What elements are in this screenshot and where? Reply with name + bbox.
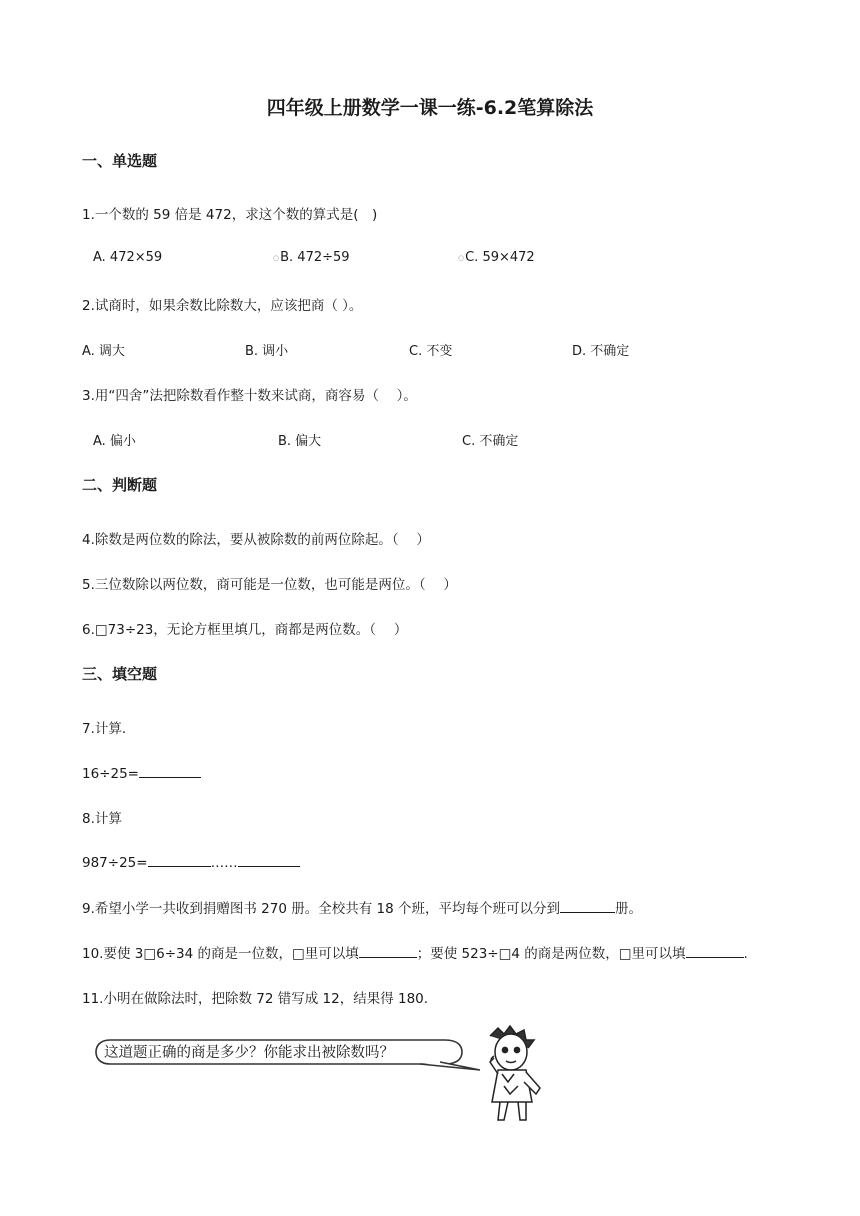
question-8-expression bbox=[82, 852, 300, 871]
q7-answer-blank[interactable] bbox=[139, 763, 201, 778]
q7-expr: 16÷25= bbox=[82, 766, 139, 782]
q1-option-b-label: B. 472÷59 bbox=[280, 250, 350, 265]
section-heading-fill-in: 三、填空题 bbox=[82, 665, 158, 683]
q8-remainder-blank[interactable] bbox=[238, 852, 300, 867]
q10-blank-2[interactable] bbox=[686, 943, 744, 958]
question-7: 7.计算. bbox=[82, 721, 127, 737]
q8-expr: 987÷25= bbox=[82, 855, 148, 871]
question-1: 1.一个数的 59 倍是 472，求这个数的算式是( ) bbox=[82, 207, 378, 223]
page-title: 四年级上册数学一课一练-6.2笔算除法 bbox=[266, 97, 594, 119]
question-5: 5.三位数除以两位数，商可能是一位数，也可能是两位。（ ） bbox=[82, 577, 457, 593]
q1-option-b[interactable] bbox=[273, 250, 350, 265]
question-6: 6.□73÷23，无论方框里填几，商都是两位数。（ ） bbox=[82, 622, 408, 638]
boy-speaking-illustration bbox=[90, 1024, 550, 1126]
q10-text-a: 10.要使 3□6÷34 的商是一位数，□里可以填 bbox=[82, 946, 359, 962]
section-heading-single-choice: 一、单选题 bbox=[82, 152, 158, 170]
q2-option-b[interactable]: B. 调小 bbox=[245, 344, 289, 359]
question-10 bbox=[82, 942, 748, 962]
question-3: 3.用“四舍”法把除数看作整十数来试商，商容易（ ）。 bbox=[82, 388, 417, 404]
q3-option-b[interactable]: B. 偏大 bbox=[278, 434, 322, 449]
q8-quotient-blank[interactable] bbox=[148, 852, 211, 867]
q9-answer-blank[interactable] bbox=[560, 898, 615, 913]
speech-bubble-text: 这道题正确的商是多少？你能求出被除数吗？ bbox=[104, 1045, 394, 1061]
q10-blank-1[interactable] bbox=[359, 943, 417, 958]
speech-bubble-tail bbox=[420, 1062, 480, 1070]
question-7-expression bbox=[82, 763, 201, 782]
q1-option-a[interactable]: A. 472×59 bbox=[93, 250, 163, 265]
q2-option-d[interactable]: D. 不确定 bbox=[572, 344, 630, 359]
q3-option-c[interactable]: C. 不确定 bbox=[462, 434, 519, 449]
question-8: 8.计算 bbox=[82, 811, 122, 827]
option-marker-icon: ○ bbox=[273, 253, 280, 262]
q1-option-c[interactable] bbox=[458, 250, 535, 265]
boy-figure bbox=[490, 1026, 540, 1120]
q2-option-c[interactable]: C. 不变 bbox=[409, 344, 453, 359]
question-11: 11.小明在做除法时，把除数 72 错写成 12，结果得 180. bbox=[82, 991, 429, 1007]
question-4: 4.除数是两位数的除法，要从被除数的前两位除起。（ ） bbox=[82, 532, 430, 548]
q3-option-a[interactable]: A. 偏小 bbox=[93, 434, 136, 449]
q8-separator: …… bbox=[210, 855, 238, 871]
q10-text-b: ；要使 523÷□4 的商是两位数，□里可以填 bbox=[416, 946, 686, 962]
q1-option-c-label: C. 59×472 bbox=[465, 250, 535, 265]
q2-option-a[interactable]: A. 调大 bbox=[82, 344, 125, 359]
question-2: 2.试商时，如果余数比除数大，应该把商（ ）。 bbox=[82, 298, 363, 314]
question-9 bbox=[82, 897, 642, 917]
q9-text: 9.希望小学一共收到捐赠图书 270 册。全校共有 18 个班，平均每个班可以分到 bbox=[82, 901, 560, 917]
q9-unit: 册。 bbox=[615, 901, 642, 917]
section-heading-true-false: 二、判断题 bbox=[82, 476, 158, 494]
q10-text-c: . bbox=[743, 946, 748, 962]
option-marker-icon: ○ bbox=[458, 253, 465, 262]
speech-illustration bbox=[90, 1024, 550, 1126]
